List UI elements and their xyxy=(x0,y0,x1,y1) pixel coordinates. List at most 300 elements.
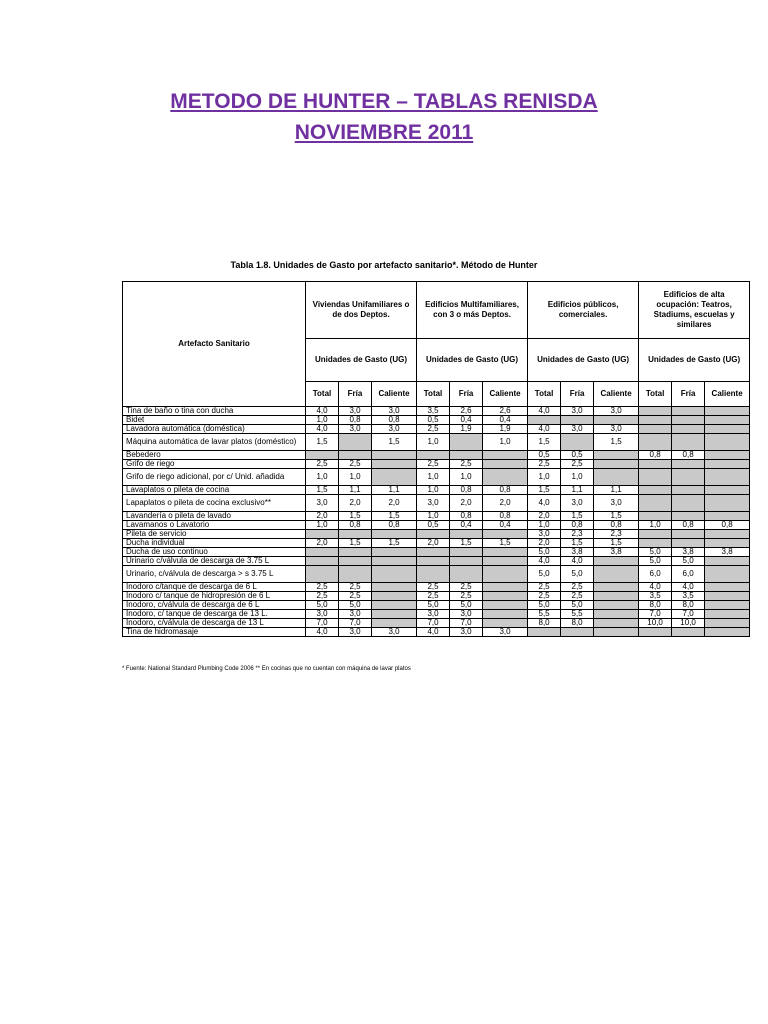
value-cell xyxy=(306,566,339,583)
value-cell: 1,0 xyxy=(339,469,372,486)
value-cell: 0,8 xyxy=(372,521,417,530)
value-cell: 0,4 xyxy=(483,416,528,425)
value-cell: 2,3 xyxy=(594,530,639,539)
table-row xyxy=(123,610,750,619)
value-cell: 1,0 xyxy=(528,521,561,530)
table-row xyxy=(123,416,750,425)
value-cell xyxy=(594,469,639,486)
value-cell: 7,0 xyxy=(450,619,483,628)
value-cell: 4,0 xyxy=(417,628,450,637)
value-cell: 5,0 xyxy=(561,566,594,583)
value-cell: 2,5 xyxy=(417,460,450,469)
artefacto-name: Grifo de riego adicional, por c/ Unid. añadida xyxy=(123,469,306,486)
value-cell: 1,9 xyxy=(450,425,483,434)
value-cell xyxy=(639,416,672,425)
value-cell: 2,5 xyxy=(417,592,450,601)
value-cell xyxy=(450,557,483,566)
value-cell: 2,0 xyxy=(450,495,483,512)
value-cell: 3,8 xyxy=(672,548,705,557)
value-cell: 3,0 xyxy=(561,407,594,416)
value-cell xyxy=(561,434,594,451)
value-cell xyxy=(483,601,528,610)
value-cell: 3,0 xyxy=(417,610,450,619)
value-cell: 1,5 xyxy=(483,539,528,548)
table-caption: Tabla 1.8. Unidades de Gasto por artefacto sanitario*. Método de Hunter xyxy=(230,260,538,270)
artefacto-name: Inodoro c/ tanque de hidropresión de 6 L xyxy=(123,592,306,601)
value-cell: 3,0 xyxy=(561,425,594,434)
value-cell xyxy=(561,628,594,637)
value-cell: 10,0 xyxy=(639,619,672,628)
value-cell: 8,0 xyxy=(639,601,672,610)
value-cell: 1,5 xyxy=(372,512,417,521)
value-cell xyxy=(450,530,483,539)
value-cell xyxy=(339,548,372,557)
value-cell: 2,0 xyxy=(306,539,339,548)
value-cell: 4,0 xyxy=(528,557,561,566)
value-cell: 5,0 xyxy=(528,566,561,583)
value-cell: 2,6 xyxy=(450,407,483,416)
value-cell: 2,0 xyxy=(483,495,528,512)
value-cell: 6,0 xyxy=(672,566,705,583)
value-cell: 0,8 xyxy=(450,512,483,521)
value-cell xyxy=(528,416,561,425)
value-cell: 1,9 xyxy=(483,425,528,434)
table-row xyxy=(123,619,750,628)
value-cell xyxy=(483,548,528,557)
artefacto-name: Bebedero xyxy=(123,451,306,460)
value-cell: 3,0 xyxy=(372,425,417,434)
value-cell: 2,0 xyxy=(528,512,561,521)
value-cell: 3,8 xyxy=(594,548,639,557)
value-cell: 8,0 xyxy=(672,601,705,610)
value-cell: 4,0 xyxy=(306,407,339,416)
value-cell xyxy=(639,530,672,539)
value-cell: 2,5 xyxy=(306,583,339,592)
value-cell xyxy=(450,451,483,460)
value-cell xyxy=(372,601,417,610)
value-cell: 2,0 xyxy=(372,495,417,512)
value-cell xyxy=(306,451,339,460)
ug-header: Unidades de Gasto (UG) xyxy=(417,339,528,382)
value-cell: 4,0 xyxy=(306,628,339,637)
value-cell: 1,0 xyxy=(417,486,450,495)
value-cell: 3,0 xyxy=(339,407,372,416)
value-cell: 1,5 xyxy=(306,434,339,451)
value-cell: 3,0 xyxy=(417,495,450,512)
value-cell: 3,0 xyxy=(306,495,339,512)
sub-header: Caliente xyxy=(594,382,639,407)
value-cell xyxy=(705,601,750,610)
value-cell: 5,0 xyxy=(528,601,561,610)
value-cell xyxy=(705,610,750,619)
sub-header: Fría xyxy=(561,382,594,407)
artefacto-name: Ducha de uso continuo xyxy=(123,548,306,557)
value-cell: 1,0 xyxy=(639,521,672,530)
artefacto-name: Grifo de riego xyxy=(123,460,306,469)
value-cell: 2,5 xyxy=(306,592,339,601)
sub-header: Total xyxy=(528,382,561,407)
value-cell xyxy=(705,486,750,495)
value-cell: 3,5 xyxy=(417,407,450,416)
value-cell: 4,0 xyxy=(306,425,339,434)
value-cell xyxy=(705,425,750,434)
value-cell: 3,0 xyxy=(594,425,639,434)
value-cell: 4,0 xyxy=(561,557,594,566)
page-title-line1 xyxy=(0,90,768,114)
artefacto-name: Bidet xyxy=(123,416,306,425)
artefacto-name: Lavamanos o Lavatorio xyxy=(123,521,306,530)
value-cell: 3,0 xyxy=(339,425,372,434)
value-cell: 3,0 xyxy=(594,495,639,512)
value-cell xyxy=(483,451,528,460)
value-cell: 8,0 xyxy=(561,619,594,628)
value-cell xyxy=(417,548,450,557)
table-row xyxy=(123,495,750,512)
value-cell xyxy=(372,460,417,469)
value-cell xyxy=(372,566,417,583)
value-cell: 2,5 xyxy=(417,583,450,592)
table-row xyxy=(123,530,750,539)
value-cell xyxy=(483,619,528,628)
value-cell: 1,5 xyxy=(339,539,372,548)
value-cell xyxy=(672,469,705,486)
value-cell xyxy=(372,619,417,628)
value-cell xyxy=(594,601,639,610)
value-cell xyxy=(705,628,750,637)
value-cell: 1,5 xyxy=(594,434,639,451)
value-cell xyxy=(561,416,594,425)
table-row xyxy=(123,566,750,583)
value-cell xyxy=(639,460,672,469)
value-cell: 2,5 xyxy=(561,460,594,469)
value-cell xyxy=(672,460,705,469)
value-cell: 0,8 xyxy=(339,521,372,530)
value-cell xyxy=(705,416,750,425)
value-cell: 0,8 xyxy=(594,521,639,530)
sub-header: Total xyxy=(306,382,339,407)
value-cell xyxy=(372,583,417,592)
value-cell: 3,5 xyxy=(672,592,705,601)
value-cell: 1,0 xyxy=(417,434,450,451)
value-cell: 2,5 xyxy=(528,460,561,469)
table-row xyxy=(123,434,750,451)
value-cell: 2,5 xyxy=(450,583,483,592)
value-cell: 7,0 xyxy=(306,619,339,628)
value-cell xyxy=(705,512,750,521)
value-cell: 7,0 xyxy=(339,619,372,628)
value-cell xyxy=(639,434,672,451)
value-cell xyxy=(639,486,672,495)
value-cell: 5,0 xyxy=(672,557,705,566)
value-cell xyxy=(339,557,372,566)
value-cell: 3,0 xyxy=(594,407,639,416)
value-cell: 7,0 xyxy=(417,619,450,628)
value-cell: 3,0 xyxy=(372,628,417,637)
value-cell xyxy=(639,539,672,548)
value-cell xyxy=(639,469,672,486)
hunter-table xyxy=(122,281,750,637)
value-cell xyxy=(594,610,639,619)
value-cell xyxy=(639,495,672,512)
value-cell: 3,0 xyxy=(528,530,561,539)
value-cell xyxy=(705,619,750,628)
artefacto-name: Inodoro, c/válvula de descarga de 13 L xyxy=(123,619,306,628)
page-title-line2 xyxy=(0,121,768,145)
value-cell xyxy=(705,495,750,512)
value-cell: 2,5 xyxy=(528,583,561,592)
value-cell: 2,0 xyxy=(339,495,372,512)
value-cell xyxy=(672,425,705,434)
value-cell: 1,0 xyxy=(528,469,561,486)
group-header: Viviendas Unifamiliares o de dos Deptos. xyxy=(306,282,417,339)
value-cell xyxy=(483,610,528,619)
value-cell xyxy=(705,539,750,548)
value-cell: 0,4 xyxy=(450,416,483,425)
ug-header: Unidades de Gasto (UG) xyxy=(639,339,750,382)
artefacto-name: Tina de hidromasaje xyxy=(123,628,306,637)
value-cell: 1,0 xyxy=(561,469,594,486)
sub-header: Total xyxy=(639,382,672,407)
value-cell xyxy=(483,460,528,469)
value-cell xyxy=(594,416,639,425)
value-cell: 0,4 xyxy=(483,521,528,530)
value-cell: 1,0 xyxy=(450,469,483,486)
value-cell xyxy=(594,451,639,460)
value-cell xyxy=(339,530,372,539)
value-cell xyxy=(705,407,750,416)
value-cell xyxy=(372,530,417,539)
value-cell: 4,0 xyxy=(639,583,672,592)
table-row xyxy=(123,592,750,601)
ug-header: Unidades de Gasto (UG) xyxy=(528,339,639,382)
value-cell xyxy=(528,628,561,637)
artefacto-name: Lavadora automática (doméstica) xyxy=(123,425,306,434)
value-cell: 2,5 xyxy=(339,460,372,469)
value-cell xyxy=(639,407,672,416)
value-cell: 1,1 xyxy=(594,486,639,495)
value-cell: 0,8 xyxy=(705,521,750,530)
artefacto-name: Lapaplatos o pileta de cocina exclusivo** xyxy=(123,495,306,512)
value-cell xyxy=(594,460,639,469)
value-cell: 3,0 xyxy=(561,495,594,512)
value-cell: 5,5 xyxy=(561,610,594,619)
table-row xyxy=(123,469,750,486)
value-cell xyxy=(594,557,639,566)
group-header: Edificios de alta ocupación: Teatros, Stadiums, escuelas y similares xyxy=(639,282,750,339)
value-cell: 3,5 xyxy=(639,592,672,601)
table-row xyxy=(123,451,750,460)
value-cell: 1,0 xyxy=(417,512,450,521)
value-cell: 2,0 xyxy=(528,539,561,548)
value-cell xyxy=(417,557,450,566)
sub-header: Caliente xyxy=(483,382,528,407)
artefacto-name: Inodoro, c/válvula de descarga de 6 L xyxy=(123,601,306,610)
value-cell: 2,5 xyxy=(339,592,372,601)
page-title-text-1: METODO DE HUNTER – TABLAS RENISDA xyxy=(170,90,598,113)
value-cell xyxy=(417,530,450,539)
value-cell: 3,8 xyxy=(705,548,750,557)
value-cell: 2,5 xyxy=(561,583,594,592)
value-cell xyxy=(639,512,672,521)
value-cell xyxy=(339,566,372,583)
table-row xyxy=(123,583,750,592)
value-cell: 0,8 xyxy=(672,451,705,460)
value-cell xyxy=(417,451,450,460)
value-cell: 3,0 xyxy=(450,610,483,619)
sub-header: Fría xyxy=(339,382,372,407)
artefacto-header: Artefacto Sanitario xyxy=(123,282,306,407)
value-cell xyxy=(672,434,705,451)
value-cell xyxy=(672,495,705,512)
table-row xyxy=(123,521,750,530)
value-cell: 1,0 xyxy=(483,434,528,451)
value-cell xyxy=(483,557,528,566)
value-cell xyxy=(705,557,750,566)
value-cell: 1,5 xyxy=(372,434,417,451)
value-cell xyxy=(483,592,528,601)
value-cell: 2,5 xyxy=(450,592,483,601)
sub-header: Fría xyxy=(672,382,705,407)
value-cell xyxy=(672,628,705,637)
value-cell xyxy=(372,469,417,486)
value-cell: 1,1 xyxy=(339,486,372,495)
table-row xyxy=(123,425,750,434)
value-cell: 5,0 xyxy=(450,601,483,610)
value-cell xyxy=(594,566,639,583)
value-cell: 1,5 xyxy=(528,434,561,451)
value-cell xyxy=(450,566,483,583)
value-cell: 5,0 xyxy=(528,548,561,557)
value-cell xyxy=(372,451,417,460)
artefacto-name: Inodoro, c/ tanque de descarga de 13 L. xyxy=(123,610,306,619)
artefacto-name: Lavaplatos o pileta de cocina xyxy=(123,486,306,495)
value-cell: 3,0 xyxy=(339,628,372,637)
value-cell: 3,0 xyxy=(450,628,483,637)
value-cell xyxy=(705,451,750,460)
artefacto-name: Máquina automática de lavar platos (doméstico) xyxy=(123,434,306,451)
value-cell xyxy=(339,434,372,451)
value-cell xyxy=(483,566,528,583)
table-row xyxy=(123,460,750,469)
value-cell: 2,5 xyxy=(561,592,594,601)
value-cell xyxy=(372,592,417,601)
value-cell: 3,0 xyxy=(306,610,339,619)
value-cell: 3,0 xyxy=(372,407,417,416)
value-cell xyxy=(339,451,372,460)
value-cell: 5,5 xyxy=(528,610,561,619)
table-row xyxy=(123,601,750,610)
value-cell: 2,5 xyxy=(528,592,561,601)
value-cell: 1,5 xyxy=(561,512,594,521)
value-cell: 0,5 xyxy=(417,521,450,530)
value-cell: 0,8 xyxy=(561,521,594,530)
table-row xyxy=(123,539,750,548)
value-cell: 1,5 xyxy=(306,486,339,495)
value-cell: 2,5 xyxy=(306,460,339,469)
value-cell: 3,0 xyxy=(339,610,372,619)
value-cell xyxy=(639,425,672,434)
sub-header: Caliente xyxy=(372,382,417,407)
value-cell: 10,0 xyxy=(672,619,705,628)
value-cell xyxy=(372,557,417,566)
value-cell: 3,8 xyxy=(561,548,594,557)
value-cell: 4,0 xyxy=(528,495,561,512)
page-title-text-2: NOVIEMBRE 2011 xyxy=(294,121,474,144)
value-cell: 7,0 xyxy=(639,610,672,619)
value-cell: 5,0 xyxy=(639,557,672,566)
table-row xyxy=(123,557,750,566)
value-cell xyxy=(705,434,750,451)
table-row xyxy=(123,486,750,495)
value-cell: 5,0 xyxy=(639,548,672,557)
value-cell xyxy=(594,583,639,592)
value-cell: 3,0 xyxy=(483,628,528,637)
table-footnote: * Fuente: National Standard Plumbing Code 2006 ** En cocinas que no cuentan con máquina de lavar platos xyxy=(122,666,411,672)
artefacto-name: Urinario, c/válvula de descarga > s 3.75 L xyxy=(123,566,306,583)
value-cell xyxy=(672,539,705,548)
value-cell: 2,0 xyxy=(306,512,339,521)
table-row xyxy=(123,512,750,521)
value-cell: 8,0 xyxy=(528,619,561,628)
value-cell xyxy=(372,610,417,619)
value-cell: 7,0 xyxy=(672,610,705,619)
value-cell: 5,0 xyxy=(561,601,594,610)
value-cell xyxy=(417,566,450,583)
value-cell: 5,0 xyxy=(417,601,450,610)
value-cell: 0,5 xyxy=(561,451,594,460)
value-cell xyxy=(450,548,483,557)
artefacto-name: Pileta de servicio xyxy=(123,530,306,539)
value-cell xyxy=(306,530,339,539)
sub-header: Fría xyxy=(450,382,483,407)
value-cell: 0,8 xyxy=(672,521,705,530)
value-cell xyxy=(672,486,705,495)
value-cell: 1,5 xyxy=(450,539,483,548)
value-cell xyxy=(705,530,750,539)
artefacto-name: Tina de baño o tina con ducha xyxy=(123,407,306,416)
table-row xyxy=(123,628,750,637)
value-cell: 2,0 xyxy=(417,539,450,548)
artefacto-name: Lavandería o pileta de lavado xyxy=(123,512,306,521)
value-cell: 1,5 xyxy=(561,539,594,548)
value-cell: 2,5 xyxy=(417,425,450,434)
value-cell xyxy=(483,583,528,592)
value-cell xyxy=(450,434,483,451)
value-cell: 0,5 xyxy=(417,416,450,425)
sub-header: Total xyxy=(417,382,450,407)
value-cell xyxy=(483,469,528,486)
value-cell: 0,4 xyxy=(450,521,483,530)
group-header: Edificios públicos, comerciales. xyxy=(528,282,639,339)
value-cell: 2,3 xyxy=(561,530,594,539)
value-cell: 0,8 xyxy=(639,451,672,460)
value-cell: 0,8 xyxy=(483,486,528,495)
value-cell: 1,5 xyxy=(372,539,417,548)
value-cell: 2,5 xyxy=(339,583,372,592)
value-cell: 5,0 xyxy=(306,601,339,610)
value-cell xyxy=(672,416,705,425)
sub-header: Caliente xyxy=(705,382,750,407)
value-cell: 0,8 xyxy=(372,416,417,425)
value-cell: 1,1 xyxy=(561,486,594,495)
value-cell xyxy=(483,530,528,539)
value-cell xyxy=(672,530,705,539)
value-cell xyxy=(705,566,750,583)
ug-header: Unidades de Gasto (UG) xyxy=(306,339,417,382)
value-cell: 0,8 xyxy=(339,416,372,425)
value-cell: 6,0 xyxy=(639,566,672,583)
value-cell: 0,8 xyxy=(483,512,528,521)
